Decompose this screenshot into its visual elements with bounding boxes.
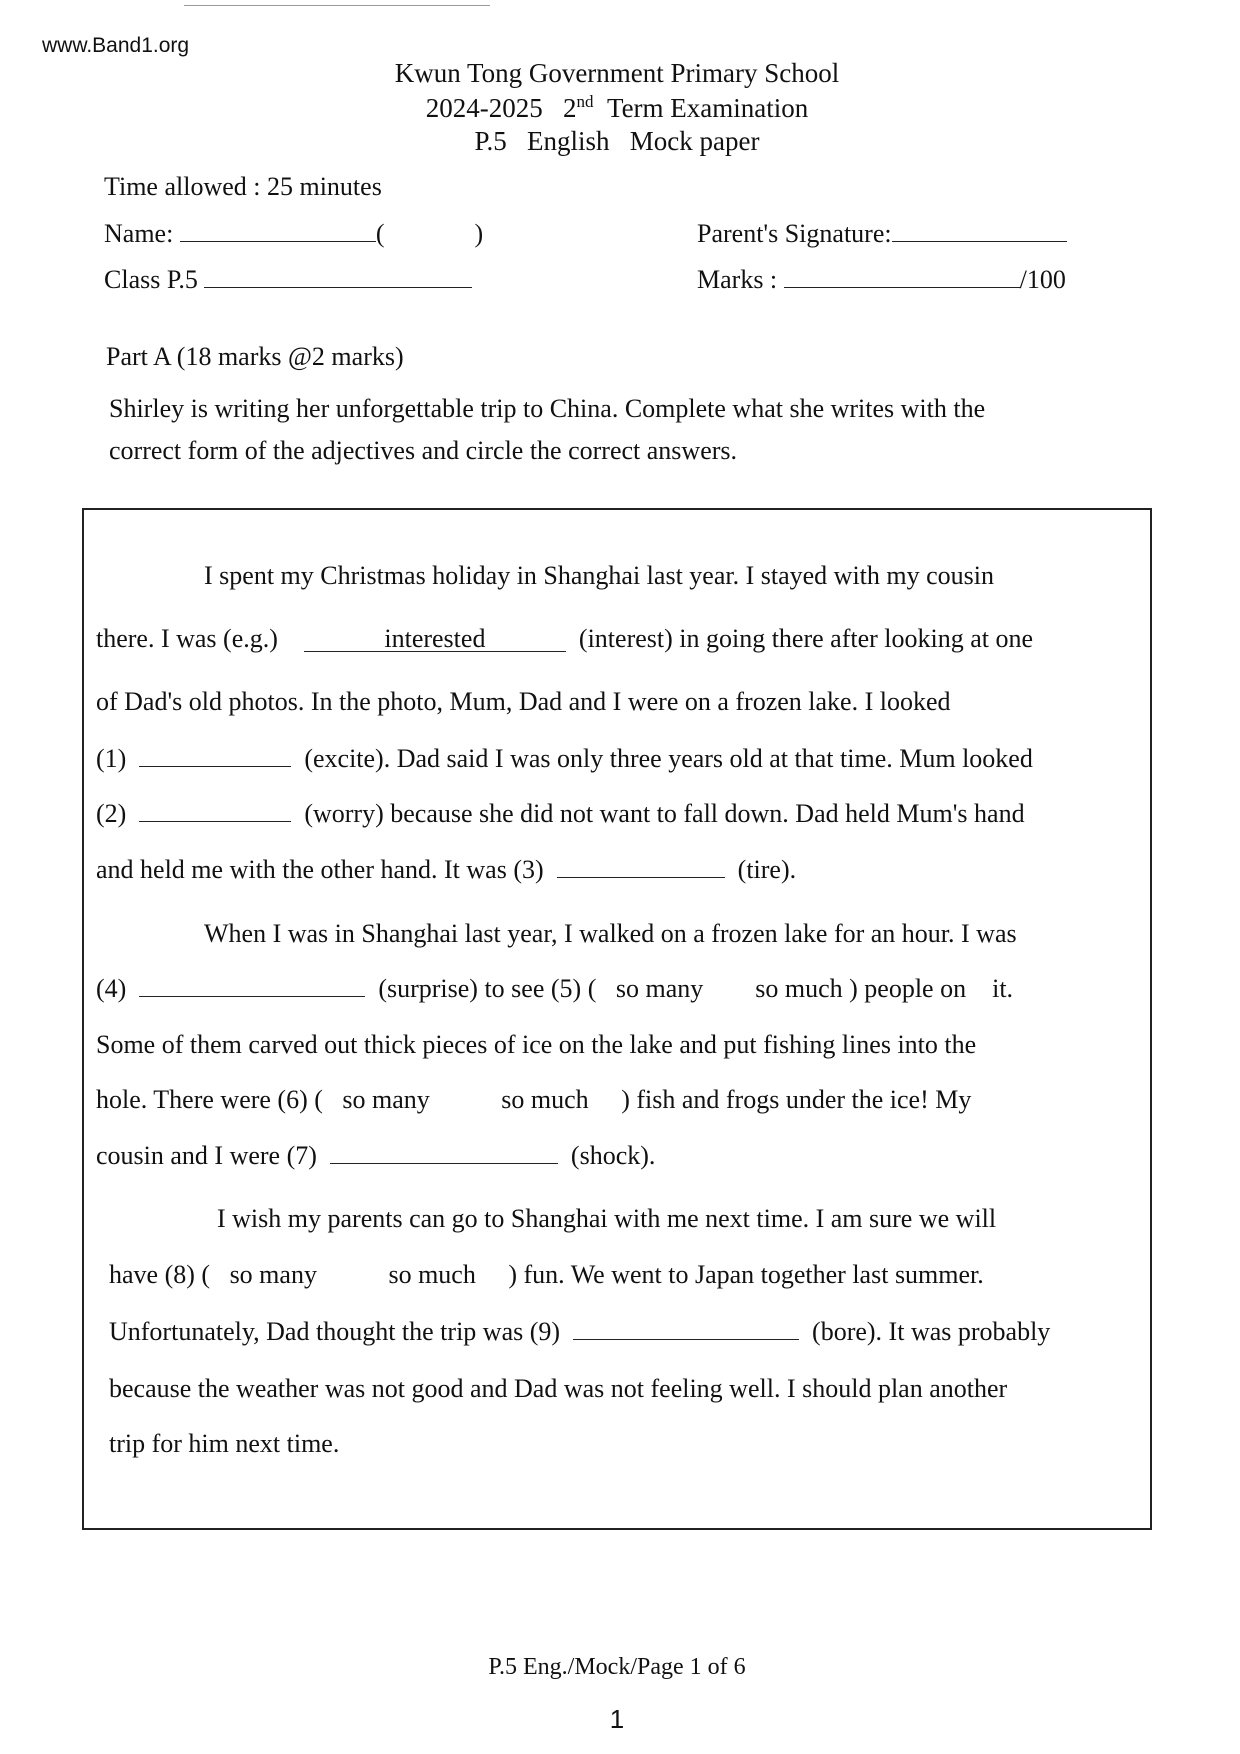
marks-label: Marks : xyxy=(697,265,778,294)
passage-line xyxy=(96,974,1013,1004)
instructions-line-2: correct form of the adjectives and circle the correct answers. xyxy=(109,436,738,465)
watermark: www.Band1.org xyxy=(42,34,190,57)
passage-box xyxy=(82,508,1152,1530)
passage-line: I wish my parents can go to Shanghai with me next time. I am sure we will xyxy=(217,1204,997,1233)
text: ) fun. We went to Japan together last summer. xyxy=(508,1260,984,1289)
option-so-many-6[interactable]: so many xyxy=(342,1085,430,1114)
answer-blank-4[interactable] xyxy=(139,976,365,997)
name-label: Name: xyxy=(104,219,174,248)
question-number: (4) xyxy=(96,974,127,1003)
passage-line xyxy=(96,1085,971,1115)
answer-blank-3[interactable] xyxy=(557,857,725,878)
paren-open: ( xyxy=(375,219,385,248)
option-so-much-8[interactable]: so much xyxy=(388,1260,476,1289)
text: ) fish and frogs under the ice! My xyxy=(621,1085,972,1114)
passage-line: When I was in Shanghai last year, I walked on a frozen lake for an hour. I was xyxy=(204,919,1017,948)
answer-blank-1[interactable] xyxy=(139,746,291,767)
text: Unfortunately, Dad thought the trip was (9) xyxy=(109,1317,561,1346)
answer-blank-7[interactable] xyxy=(330,1143,558,1164)
passage-line: Some of them carved out thick pieces of ice on the lake and put fishing lines into the xyxy=(96,1030,977,1059)
page-number: 1 xyxy=(609,1704,625,1734)
paren-close: ) xyxy=(474,219,484,248)
option-so-much-5[interactable]: so much ) people on xyxy=(755,974,967,1003)
passage-line xyxy=(96,624,1033,654)
passage-line xyxy=(96,799,1025,829)
text: (excite). Dad said I was only three years old at that time. Mum looked xyxy=(304,744,1033,773)
part-a-title: Part A (18 marks @2 marks) xyxy=(106,342,404,371)
passage-line: of Dad's old photos. In the photo, Mum, Dad and I were on a frozen lake. I looked xyxy=(96,687,951,716)
passage-line: trip for him next time. xyxy=(109,1429,340,1458)
marks-field[interactable] xyxy=(697,265,1066,295)
option-so-many-8[interactable]: so many xyxy=(229,1260,317,1289)
text: there. I was (e.g.) xyxy=(96,624,278,653)
question-number: (1) xyxy=(96,744,127,773)
text: (tire). xyxy=(737,855,797,884)
year: 2024-2025 xyxy=(425,93,543,123)
instructions-line-1: Shirley is writing her unforgettable trip to China. Complete what she writes with the xyxy=(109,394,986,423)
time-allowed: Time allowed : 25 minutes xyxy=(104,172,382,201)
example-answer: interested xyxy=(304,627,566,652)
question-number: (2) xyxy=(96,799,127,828)
answer-blank-2[interactable] xyxy=(139,801,291,822)
signature-blank[interactable] xyxy=(892,221,1067,242)
text: (surprise) to see (5) ( xyxy=(378,974,597,1003)
text: cousin and I were (7) xyxy=(96,1141,317,1170)
answer-blank-9[interactable] xyxy=(573,1319,799,1340)
paper-title: P.5 English Mock paper xyxy=(474,126,760,156)
passage-line: because the weather was not good and Dad was not feeling well. I should plan another xyxy=(109,1374,1008,1403)
page-reference: P.5 Eng./Mock/Page 1 of 6 xyxy=(488,1654,746,1680)
text: and held me with the other hand. It was (3) xyxy=(96,855,544,884)
text: (bore). It was probably xyxy=(812,1317,1051,1346)
text: (shock). xyxy=(570,1141,656,1170)
class-blank[interactable] xyxy=(204,267,472,288)
passage-line xyxy=(96,1141,655,1171)
top-rule xyxy=(184,5,490,6)
term-number: 2 xyxy=(562,93,577,123)
school-name: Kwun Tong Government Primary School xyxy=(394,58,840,88)
passage-line xyxy=(109,1317,1050,1347)
passage-line xyxy=(96,855,796,885)
text: (interest) in going there after looking at one xyxy=(578,624,1034,653)
passage-line: I spent my Christmas holiday in Shanghai last year. I stayed with my cousin xyxy=(204,561,995,590)
signature-label: Parent's Signature: xyxy=(697,219,892,248)
text: (worry) because she did not want to fall down. Dad held Mum's hand xyxy=(304,799,1025,828)
class-field[interactable] xyxy=(104,265,472,295)
option-so-much-6[interactable]: so much xyxy=(501,1085,589,1114)
signature-field[interactable] xyxy=(697,219,1067,249)
text: have (8) ( xyxy=(109,1260,211,1289)
option-so-many-5[interactable]: so many xyxy=(615,974,704,1003)
marks-blank[interactable] xyxy=(784,267,1020,288)
text: it. xyxy=(992,974,1014,1003)
class-label: Class P.5 xyxy=(104,265,198,294)
term-text: Term Examination xyxy=(606,93,809,123)
marks-total: /100 xyxy=(1019,265,1066,294)
name-field[interactable] xyxy=(104,219,483,249)
passage-line xyxy=(96,744,1033,774)
exam-term xyxy=(0,92,1234,124)
text: hole. There were (6) ( xyxy=(96,1085,323,1114)
term-suffix: nd xyxy=(576,92,594,111)
passage-line xyxy=(109,1260,984,1290)
name-blank[interactable] xyxy=(180,221,376,242)
